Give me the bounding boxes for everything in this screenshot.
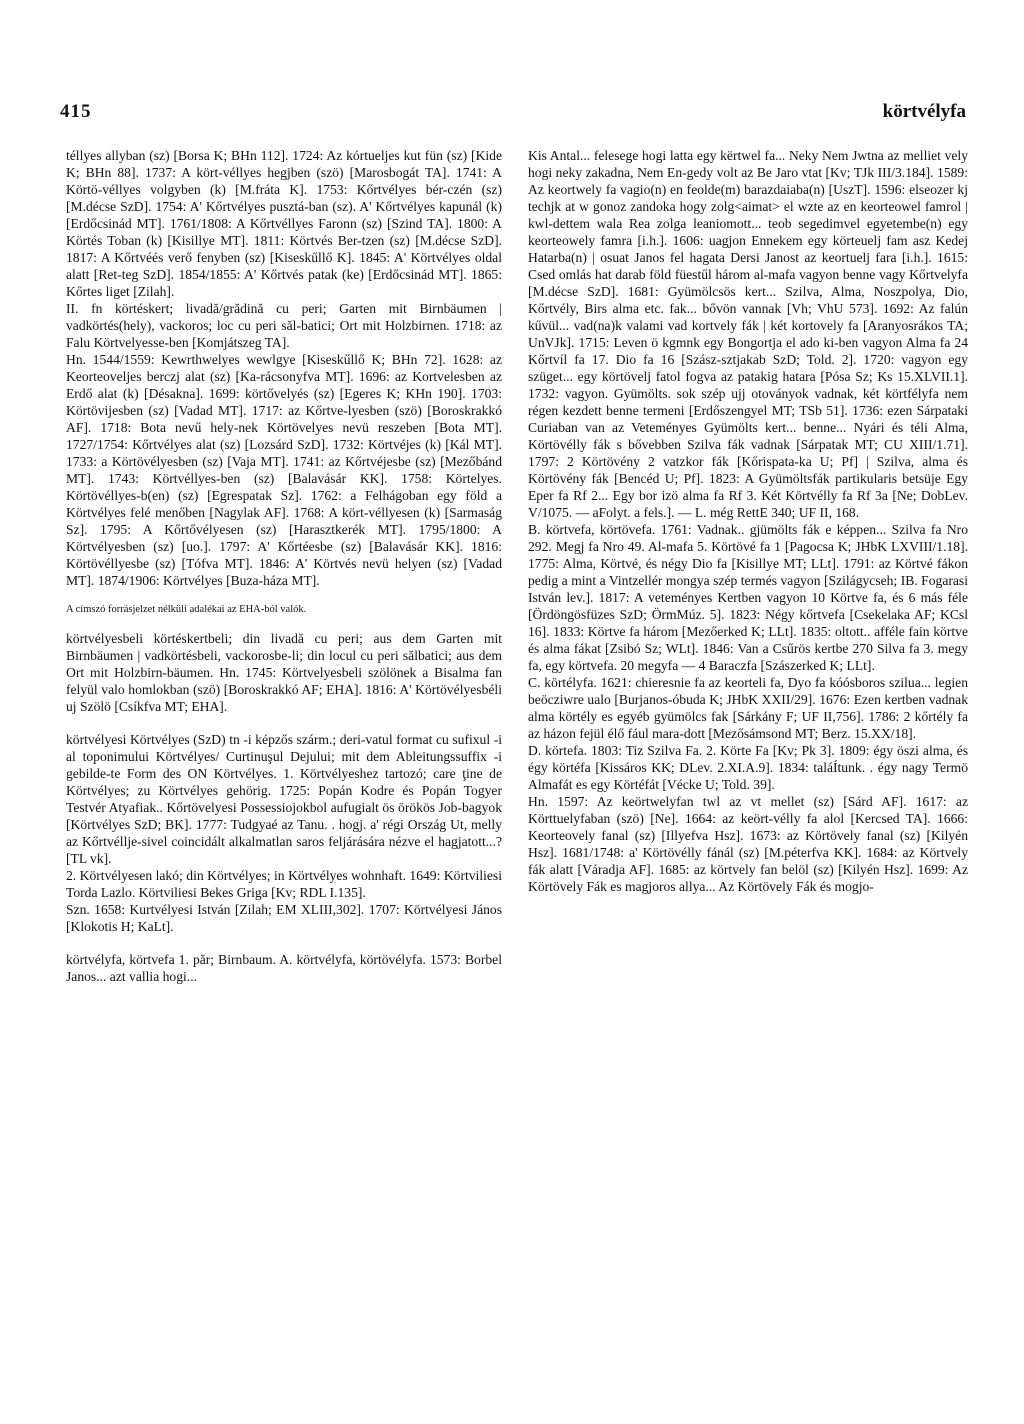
entry-paragraph: Hn. 1544/1559: Kewrthwelyes wewlgye [Kiseskűllő K; BHn 72]. 1628: az Keorteoveljes berczj alat (sz) [Ka-rácsonyfva MT]. 1696: az Kortvelesben az Erdő alat (k) [Désakna]. 1699: körtővelyés (sz) [Egeres K; KHn 190]. 1703: Körtövijesben (sz) [Vadad MT]. 1717: az Kőrtve-lyesben (szö) [Boroskrakkó AF]. 1718: Bota nevű hely-nek Körtövelyes nevü reszeben [Bota MT]. 1727/1754: Kőrtvélyes alat (sz) [Lozsárd SzD]. 1732: Körtvéjes (k) [Kál MT]. 1733: a Körtövélyesben (sz) [Vaja MT]. 1741: az Kőrtvéjesbe (sz) [Mezőbánd MT]. 1743: Körtvéllyes-ben (sz) [Balavásár KK]. 1758: Körtelyes. Körtövéllyes-b(en) (sz) [Egrespatak Sz]. 1762: a Felhágoban egy föld a Körtvélyes felé menőben [Nagylak AF]. 1768: A kört-véllyesen (k) [Sarmaság Sz]. 1795: A Kőrtővélyesen (sz) [Harasztkerék MT]. 1795/1800: A Körtvélyesben (sz) [uo.]. 1797: A' Kőrtéesbe (sz) [Balavásár KK]. 1816: Körtövéllyesbe (sz) [Tófva MT]. 1846: A' Körtvés nevü helyen (sz) [Vadad MT]. 1874/1906: Körtvélyes [Buza-háza MT].: [66, 352, 502, 588]
right-column: [528, 147, 968, 895]
entry-korlvelyesbeli: körtvélyesbeli körtéskertbeli; din livadă cu peri; aus dem Garten mit Birnbäumen | vadkörtésbeli, vackorosbe-li; din locul cu peri sălbatici; aus dem Ort mit Holzbirn-bäumen. Hn. 1745: Körtvelyesbeli szölönek a Bisalma fan felyül valo homlokban (szö) [Boroskrakkó AF; EHA]. 1816: A' Körtövélyesbéli uj Szölö [Csíkfva MT; EHA].: [66, 631, 502, 714]
entry-paragraph: 2. Körtvélyesen lakó; din Körtvélyes; in Körtvélyes wohnhaft. 1649: Körtviliesi Torda Lazlo. Körtviliesi Bekes Griga [Kv; RDL I.135].: [66, 868, 502, 900]
entry-paragraph: Szn. 1658: Kurtvélyesi István [Zilah; EM XLIII,302]. 1707: Körtvélyesi János [Klokotis H; KaLt].: [66, 902, 502, 934]
entry-paragraph: C. körtélyfa. 1621: chieresnie fa az keorteli fa, Dyo fa kóósboros szilua... legien beöcziwre ualo [Burjanos-óbuda K; JHbK XXII/29]. 1676: Ezen kertben vadnak alma körtély es egyéb gyümölcs fak [Sárkány F; UF II,756]. 1786: 2 kőrtély fa az házon fejül élő fául mara-dott [Mezősámsond MT; Berz. 15.XX/18].: [528, 675, 968, 741]
running-head: körtvélyfa: [882, 101, 966, 122]
entry-kortvelyfa: körtvélyfa, körtvefa 1. păr; Birnbaum. A. körtvélyfa, körtövélyfa. 1573: Borbel Janos... azt vallia hogi...: [66, 952, 502, 984]
entry-paragraph: Hn. 1597: Az keörtwelyfan twl az vt mellet (sz) [Sárd AF]. 1617: az Körttuelyfaban (szö) [Ne]. 1664: az keört-vélly fa alol [Kercsed TA]. 1666: Keorteovely fanal (sz) [Illyefva Hsz]. 1673: az Körtövely fanal (sz) [Kilyén Hsz]. 1681/1748: a' Körtövélly fánál (sz) [M.péterfva KK]. 1684: az Körtvely fák alatt [Váradja AF]. 1685: az körtvely fan belöl (sz) [Kilyén Hsz]. 1699: Az Körtövely Fák es magjoros allya... Az Körtövely Fák és mogjo-: [528, 794, 968, 894]
left-column: [66, 147, 502, 985]
entry-paragraph: téllyes allyban (sz) [Borsa K; BHn 112]. 1724: Az kórtueljes kut fün (sz) [Kide K; BHn 88]. 1737: A kört-véllyes hegjben (szö) [Marosbogát TA]. 1741: A Körtö-véllyes volgyben (k) [M.fráta K]. 1753: Kőrtvélyes bér-czén (sz) [M.décse SzD]. 1754: A' Kőrtvélyes pusztá-ban (sz). A' Kőrtvélyes kapunál (k) [Erdőcsinád MT]. 1761/1808: A Kőrtvéllyes Faronn (sz) [Szind TA]. 1800: A Körtés Toban (k) [Kisillye MT]. 1811: Körtvés Ber-tzen (sz) [M.décse SzD]. 1817: A Kőrtvéés verő fenyben (sz) [Kiseskűllő K]. 1845: A' Körtvélyes oldal alatt [Ret-teg SzD]. 1854/1855: A' Kőrtvés patak (ke) [Erdőcsinád MT]. 1865: Kőrtes liget [Zilah].: [66, 148, 502, 299]
entry-paragraph: D. körtefa. 1803: Tiz Szilva Fa. 2. Körte Fa [Kv; Pk 3]. 1809: égy öszi alma, és égy körtéfa [Kissáros KK; DLev. 2.XI.A.9]. 1834: taláÍtunk. . égy nagy Termö Almafát es egy Körtéfát [Vécke U; Told. 39].: [528, 743, 968, 792]
entry-paragraph: B. körtvefa, körtövefa. 1761: Vadnak.. gjümölts fák e képpen... Szilva fa Nro 292. Megj fa Nro 49. Al-mafa 5. Körtövé fa 1 [Pagocsa K; JHbK LXVIII/1.18]. 1775: Alma, Körtvé, és négy Dio fa [Kisillye MT; LLt]. 1791: az Körtvé fákon pedig a mint a Vintzellér mongya szép termés vagyon [Szilágycseh; IB. Fogarasi István lev.]. 1817: A veteményes Kertben vagyon 10 Körtve fa, és 6 más féle [Ördöngösfüzes SzD; ÖrmMúz. 5]. 1823: Négy kőrtvefa [Csekelaka AF; KCsl 16]. 1833: Körtve fa három [Mezőerked K; LLt]. 1835: oltott.. afféle fain körtve és alma fákat [Zsibó Sz; WLt]. 1846: Van a Csűrös kertbe 270 Silva fa 3. megy fa, egy körtvefa. 20 megyfa — 4 Baraczfa [Szászerked K; LLt].: [528, 522, 968, 673]
entry-kortvelyesi: körtvélyesi Körtvélyes (SzD) tn -i képzős szárm.; deri-vatul format cu sufixul -i al toponimului Körtvélyes/ Curtinuşul Dejului; mit dem Ableitungssuffix -i gebilde-te Form des ON Körtvélyes. 1. Körtvélyeshez tartozó; care ţine de Körtvélyes; zu Körtvélyes gehörig. 1725: Popán Kodre és Popán Togyer Testvér Atyafiak.. Kőrtövelyesi Possessiojokbol aufugialt ös örökös Job-bagyok [Körtvélyes SzD; BK]. 1777: Tudgyaé az Tanu. . hogj. a' régi Ország Ut, melly az Kőrtvéllje-sivel coincidált alkalmatlan saros feljárására nézve el hagjatott...? [TL vk].: [66, 732, 502, 866]
entry-paragraph: II. fn körtéskert; livadă/grădină cu peri; Garten mit Birnbäumen | vadkörtés(hely), vackoros; loc cu peri săl-batici; Ort mit Holzbirnen. 1718: az Falu Körtvelyesse-ben [Komjátszeg TA].: [66, 301, 502, 350]
page-number: 415: [60, 101, 92, 122]
entry-paragraph: Kis Antal... felesege hogi latta egy kërtwel fa... Neky Nem Jwtna az melliet vely hogi neky zakadna, Nem En-gedy volt az Be Jaro vtat [Kv; TJk III/3.184]. 1589: Az keortwely fa vagio(n) en feolde(m) barazdaiaba(n) [UszT]. 1596: elseozer kj techjk at w gonoz zandoka hogy zolg<aimat> el wzte az en keorteowel famrol | kwl-dettem wala Rea zolga leaniomott... teob segedimvel egyetembe(n) egy keorteowely famra [i.h.]. 1606: uagjon Ennekem egy körteuelj fam asz Kedej Hatarba(n) | osuat Janos fel hagata Dersi Janost az keortuelj fara [i.h.]. 1615: Csed omlás hat darab föld füestűl három al-mafa vagyon benne vagy Kőrtvelyfa [M.décse SzD]. 1681: Gyümölcsös kert... Szilva, Alma, Noszpolya, Dio, Kőrtvély, Birs alma etc. fak... bővön vannak [Vh; VhU 573]. 1692: Az falún kűvül... vad(na)k valami vad kortvely fák | két kortovely fa [Aranyosrákos TA; UnVJk]. 1715: Leven ö kgmnk egy Bongortja el ado ki-ben vagyon Alma fa 24 Kőrtvíl fa 17. Dio fa 16 [Szász-sztjakab SzD; Told. 2]. 1720: vagyon egy szüget... egy körtövelj fatol fogva az patakig hatara [Pósa Sz; Ks 15.XLVII.1]. 1732: vagyon. Gyümölts. sok szép ujj otoványok vadnak, két körtfélyfa nem régen kezdett benne termeni [Erdőszengyel MT; TSb 51]. 1736: ezen Sárpataki Curiaban van az Veteményes Gyümölts kert... benne... Nyári és téli Alma, Körtövélly fák s bővebben Szilva fák vadnak [Sárpatak MT; CU XIII/1.71]. 1797: 2 Körtövény 2 vatzkor fák [Kőrispata-ka U; Pf] | Szilva, alma és Körtövény fák [Bencéd U; Pf]. 1823: A Gyümöltsfák partikularis betsüje Egy Eper fa Rf 2... Egy bor izö alma fa Rf 3. Két Körtvélly fa Rf 3a [Ne; DobLev. V/1075. — aFolyt. a fels.]. — L. még RettE 340; UF II, 168.: [528, 148, 968, 520]
source-note: A címszó forrásjelzet nélküli adalékai az EHA-ból valók.: [66, 604, 307, 615]
